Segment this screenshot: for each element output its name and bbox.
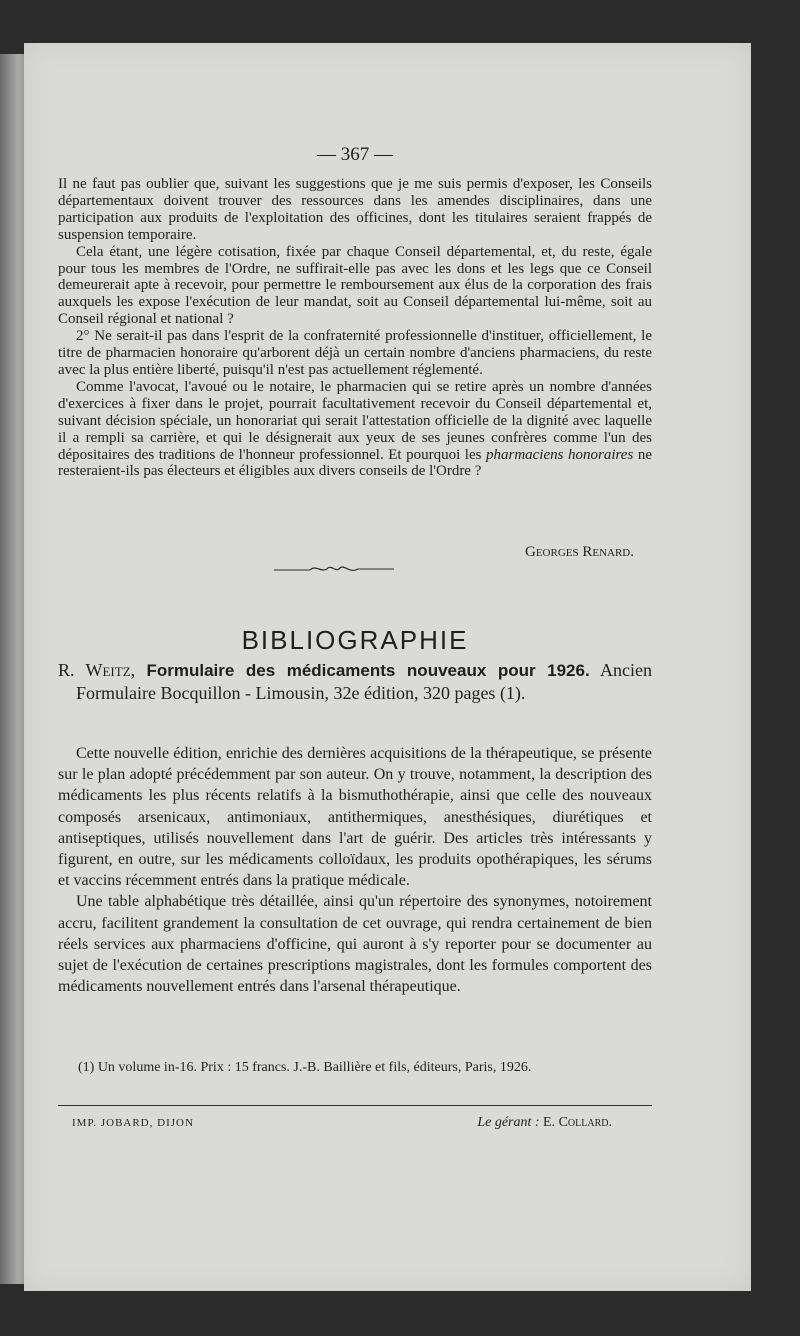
footer-rule <box>58 1105 652 1106</box>
manager-name: E. Collard. <box>543 1115 612 1130</box>
book-review <box>58 743 652 997</box>
book-details: Ancien Formulaire Bocquillon - Limousin, 32e édition, 320 pages (1). <box>76 660 653 703</box>
printer-name: IMP. JOBARD, DIJON <box>72 1117 194 1129</box>
book-title: Formulaire des médicaments nouveaux pour 1926. <box>146 661 590 680</box>
manager-credit <box>477 1115 612 1131</box>
paragraph-4-start: Comme l'avocat, l'avoué ou le notaire, le pharmacien qui se retire après un nombre d'années d'exercices à fixer dans le projet, pourrait facultativement recevoir du Conseil départemental et, suivant décision spéciale, un honorariat qui serait l'attestation officielle de la dignité avec laquelle il a rempli sa carrière, et qui le désignerait aux yeux de ses jeunes confrères comme l'un des dépositaires des traditions de l'honneur professionnel. Et pourquoi les <box>58 378 652 463</box>
book-author: R. Weitz, <box>58 660 136 680</box>
italic-term: pharmaciens honoraires <box>485 446 634 463</box>
paragraph-4 <box>58 379 652 480</box>
paragraph-1: Il ne faut pas oublier que, suivant les suggestions que je me suis permis d'exposer, les Conseils départementaux doivent trouver des ressources dans les amendes disciplinaires, dans une participation aux produits de l'exploitation des officines, dont les titulaires seraient frappés de suspension temporaire. <box>58 176 652 243</box>
paragraph-2: Cela étant, une légère cotisation, fixée par chaque Conseil départemental, et, du reste, égale pour tous les membres de l'Ordre, ne suffirait-elle pas avec les dons et les legs que ce Conseil demeurerait apte à recevoir, pour permettre le remboursement aux élus de la corporation des frais auxquels les expose l'exécution de leur mandat, soit au Conseil départemental lui-même, soit au Conseil régional et national ? <box>58 243 652 328</box>
document-page <box>24 43 751 1291</box>
paragraph-3: 2° Ne serait-il pas dans l'esprit de la confraternité professionnelle d'instituer, officiellement, le titre de pharmacien honoraire qu'arborent déjà un certain nombre d'anciens pharmaciens, du reste avec la plus entière liberté, puisqu'il n'est pas actuellement réglementé. <box>58 328 652 378</box>
paragraph-4-end: ne resteraient-ils pas électeurs et éligibles aux divers conseils de l'Ordre ? <box>58 446 652 480</box>
review-paragraph-2: Une table alphabétique très détaillée, ainsi qu'un répertoire des synonymes, notoirement accru, facilitent grandement la consultation de cet ouvrage, qui rendra certainement de bien réels services aux pharmaciens d'officine, qui auront à s'y reporter pour se documenter au sujet de l'exécution de certaines prescriptions magistrales, dont les formules comportent des médicaments nouvellement entrés dans l'arsenal thérapeutique. <box>58 893 652 996</box>
footnote: (1) Un volume in-16. Prix : 15 francs. J.-B. Baillière et fils, éditeurs, Paris, 1926. <box>78 1060 532 1075</box>
author-signature: Georges Renard. <box>524 544 634 560</box>
page-number: — 367 — <box>317 144 393 165</box>
article-body <box>58 176 652 480</box>
book-reference <box>58 659 652 705</box>
manager-label: Le gérant : <box>477 1115 540 1130</box>
review-paragraph-1: Cette nouvelle édition, enrichie des dernières acquisitions de la thérapeutique, se présente sur le plan adopté précédemment par son auteur. On y trouve, notamment, la description des médicaments les plus récents relatifs à la bismuthothérapie, ainsi que celle des nouveaux composés arsenicaux, antimoniaux, antithermiques, anesthésiques, diurétiques et antiseptiques, utilisés nouvellement dans l'art de guérir. Des articles très intéressants y figurent, en outre, sur les médicaments colloïdaux, les produits opothérapiques, les sérums et vaccins récemment entrés dans la pratique médicale. <box>58 745 652 890</box>
ornament-divider-icon <box>274 562 394 576</box>
section-title: BIBLIOGRAPHIE <box>241 624 469 655</box>
